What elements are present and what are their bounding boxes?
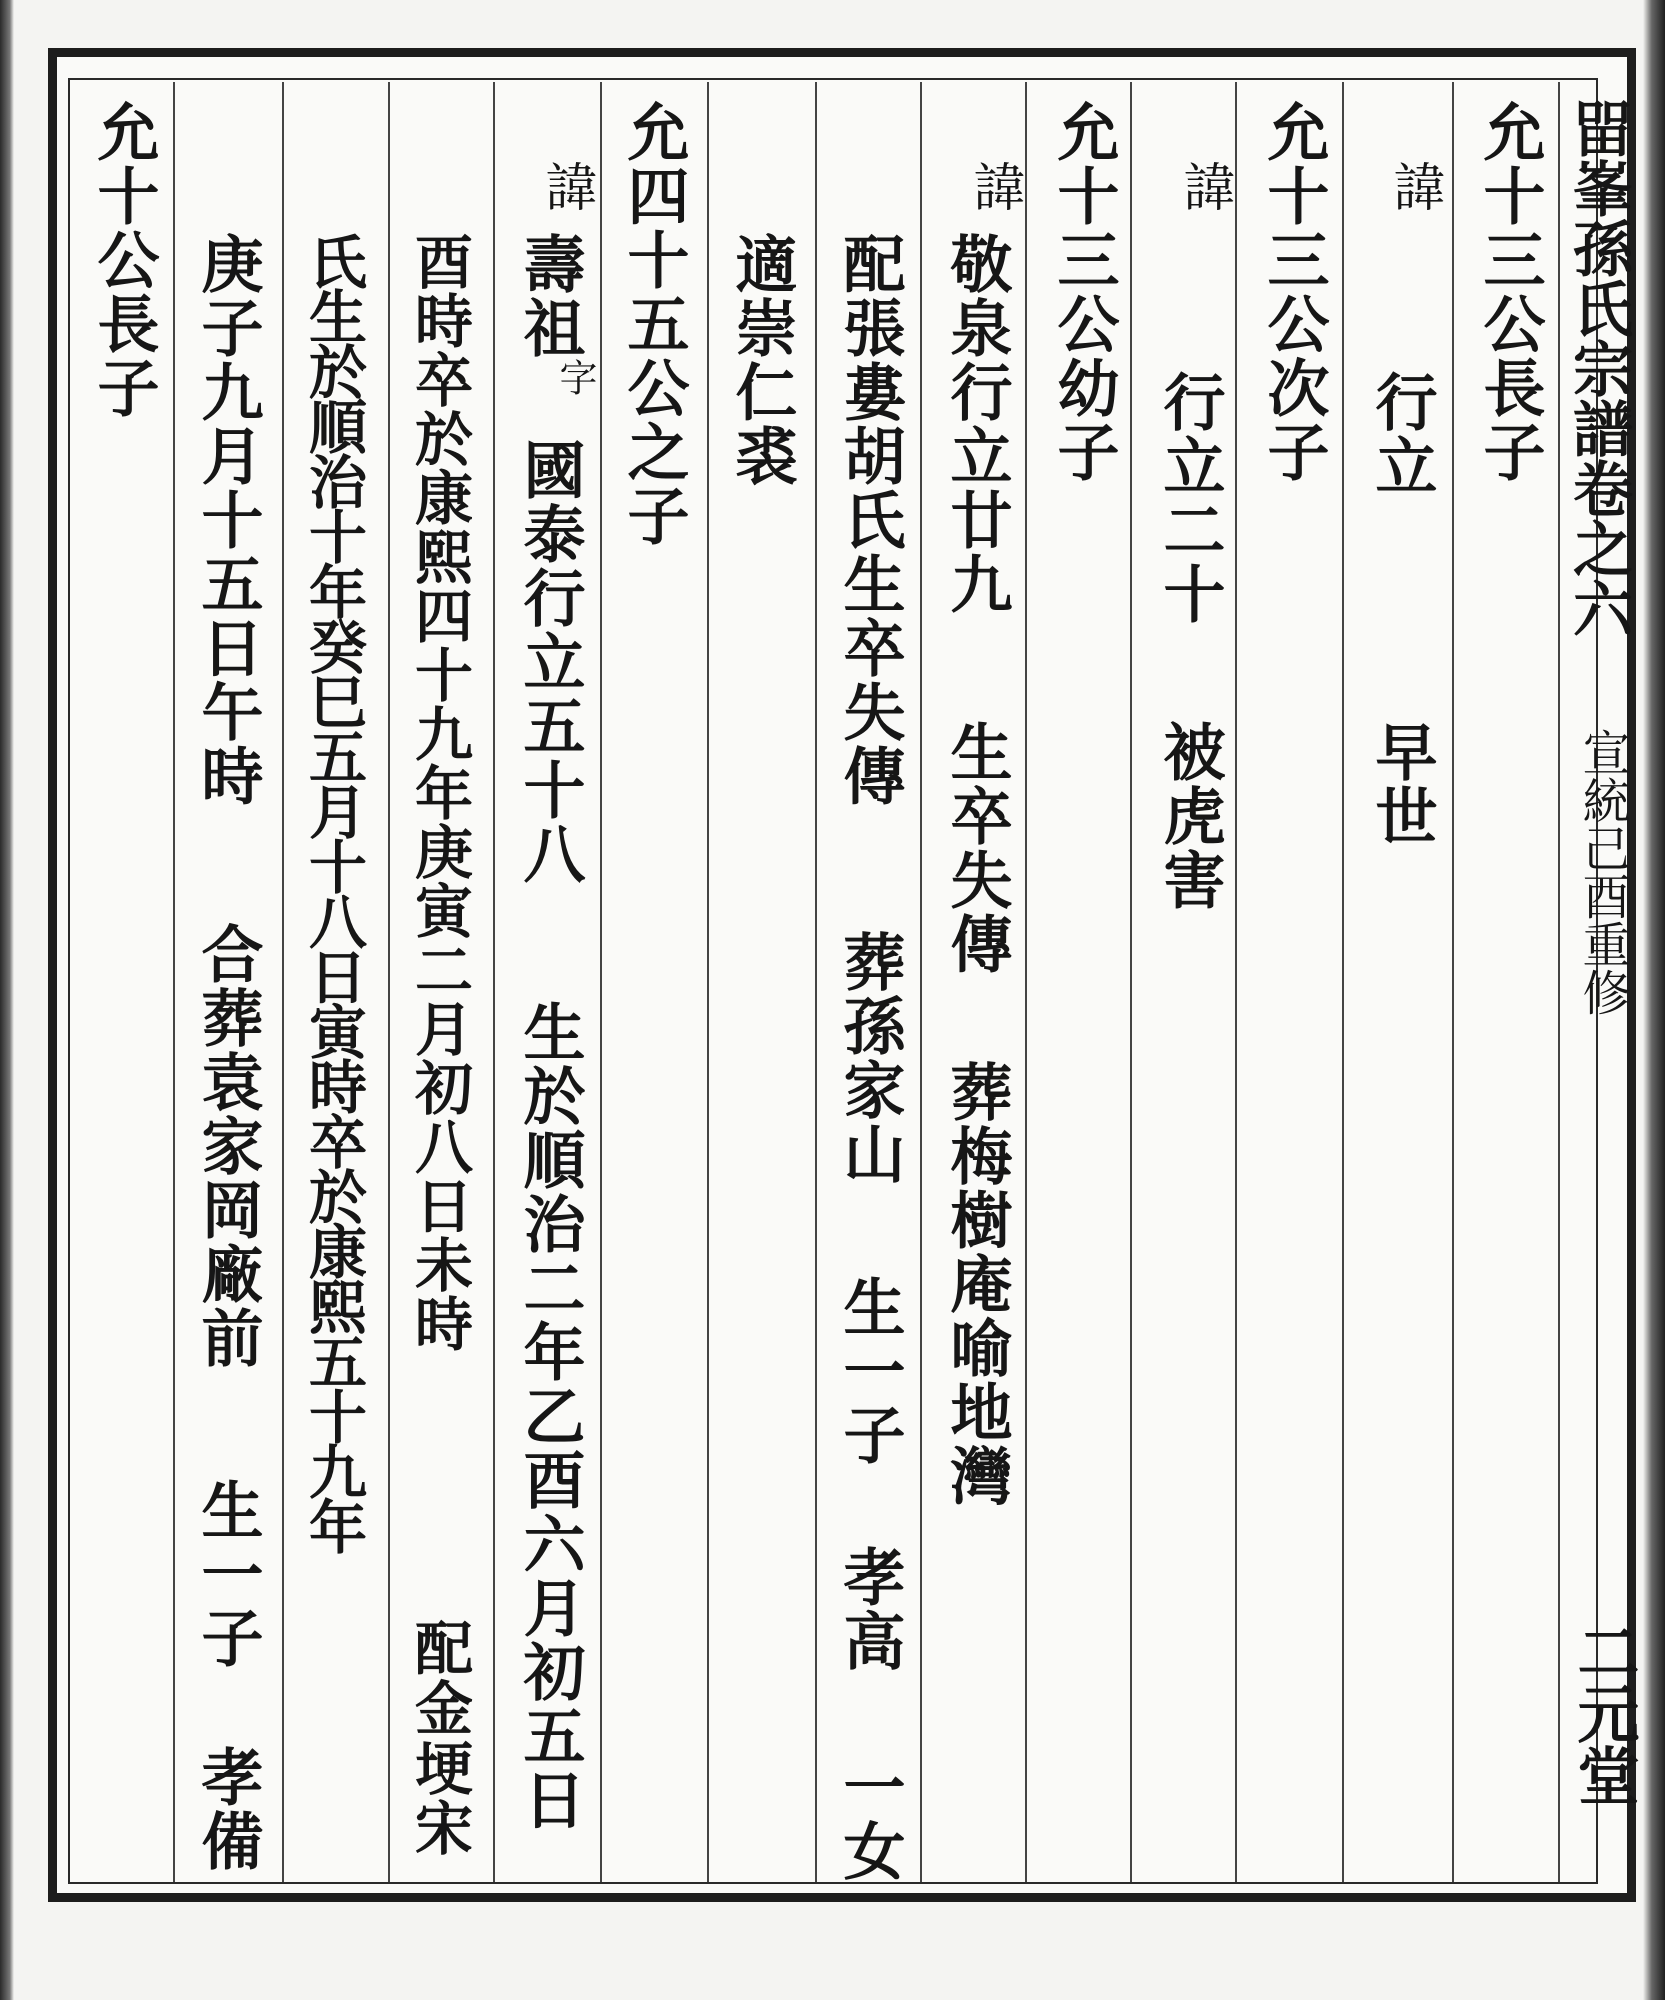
column-text: 壽祖 [513, 232, 586, 360]
text-column-7 [833, 232, 906, 808]
column-text: 諱 [964, 160, 1024, 214]
text-column-8 [725, 232, 798, 488]
text-column-4c [1153, 720, 1226, 912]
column-divider [388, 82, 390, 1882]
column-text: 一女 [833, 1755, 906, 1883]
text-column-6d [940, 1060, 1013, 1508]
column-text: 允十三公幼子 [1047, 100, 1120, 484]
column-text: 氏生於順治十年癸巳五月十八日寅時卒於康熙五十九年 [299, 232, 367, 1552]
column-text: 葬梅樹庵喻地灣 [940, 1060, 1013, 1508]
column-text: 生一子 [191, 1478, 264, 1670]
text-column-10c [553, 358, 597, 398]
text-column-2c [1365, 720, 1438, 848]
column-text: 諱 [536, 160, 596, 214]
column-text: 行立 [1365, 370, 1438, 498]
text-column-10d [513, 438, 586, 886]
column-divider [1558, 82, 1560, 1882]
text-column-13d [191, 1745, 264, 1873]
text-column-7d [833, 1545, 906, 1673]
column-text: 允十三公次子 [1257, 100, 1330, 484]
column-text: 允四十五公之子 [617, 100, 690, 548]
column-text: 配張婁胡氏生卒失傳 [833, 232, 906, 808]
column-text: 生一子 [833, 1275, 906, 1467]
text-column-1 [1473, 100, 1546, 484]
book-binding-edge [0, 0, 14, 2000]
column-text: 適崇仁裘 [725, 232, 798, 488]
margin-hall-text: 二元堂 [1567, 1620, 1640, 1806]
column-divider [707, 82, 709, 1882]
column-text: 早世 [1365, 720, 1438, 848]
column-divider [600, 82, 602, 1882]
text-column-11 [405, 232, 473, 1353]
column-text: 字 [553, 358, 597, 398]
column-divider [920, 82, 922, 1882]
margin-title [1563, 98, 1633, 638]
text-column-12 [299, 232, 367, 1552]
column-divider [1235, 82, 1237, 1882]
column-text: 合葬袁家岡廠前 [191, 922, 264, 1370]
column-text: 孝高 [833, 1545, 906, 1673]
text-column-7c [833, 1275, 906, 1467]
text-column-7b [833, 930, 906, 1186]
column-text: 允十三公長子 [1473, 100, 1546, 484]
column-text: 允十公長子 [87, 100, 160, 420]
column-divider [493, 82, 495, 1882]
column-text: 被虎害 [1153, 720, 1226, 912]
margin-edition-text: 宣統己酉重修 [1574, 728, 1630, 1016]
column-divider [1130, 82, 1132, 1882]
text-column-10b [513, 232, 586, 360]
column-text: 孝備 [191, 1745, 264, 1873]
column-text: 敬泉行立廿九 [940, 232, 1013, 616]
margin-hall [1567, 1620, 1640, 1806]
column-text: 生於順治二年乙酉六月初五日 [513, 1000, 586, 1832]
margin-title-text: 㽞峯孫氏宗譜 [1563, 98, 1633, 458]
column-divider [1025, 82, 1027, 1882]
column-text: 配金埂宋 [405, 1618, 473, 1858]
text-column-3 [1257, 100, 1330, 484]
text-column-10 [536, 160, 596, 214]
text-column-2 [1384, 160, 1444, 214]
text-column-7e [833, 1755, 906, 1883]
text-column-11b [405, 1618, 473, 1858]
column-divider [282, 82, 284, 1882]
text-column-5 [1047, 100, 1120, 484]
text-column-14 [87, 100, 160, 420]
text-column-4 [1174, 160, 1234, 214]
text-column-6c [940, 720, 1013, 976]
column-text: 庚子九月十五日午時 [191, 232, 264, 808]
column-text: 葬孫家山 [833, 930, 906, 1186]
text-column-13b [191, 922, 264, 1370]
column-text: 諱 [1174, 160, 1234, 214]
text-column-4b [1153, 370, 1226, 626]
column-divider [173, 82, 175, 1882]
column-divider [1342, 82, 1344, 1882]
page-right-edge [1643, 0, 1665, 2000]
column-text: 國泰行立五十八 [513, 438, 586, 886]
text-column-6b [940, 232, 1013, 616]
column-divider [1452, 82, 1454, 1882]
text-column-2b [1365, 370, 1438, 498]
text-column-9 [617, 100, 690, 548]
text-column-6 [964, 160, 1024, 214]
margin-volume-text: 卷之六 [1563, 458, 1633, 638]
column-text: 生卒失傳 [940, 720, 1013, 976]
text-column-13 [191, 232, 264, 808]
text-column-10e [513, 1000, 586, 1832]
column-divider [815, 82, 817, 1882]
text-column-13c [191, 1478, 264, 1670]
column-text: 行立二十 [1153, 370, 1226, 626]
column-text: 酉時卒於康熙四十九年庚寅二月初八日未時 [405, 232, 473, 1353]
margin-edition [1574, 728, 1630, 1016]
column-text: 諱 [1384, 160, 1444, 214]
